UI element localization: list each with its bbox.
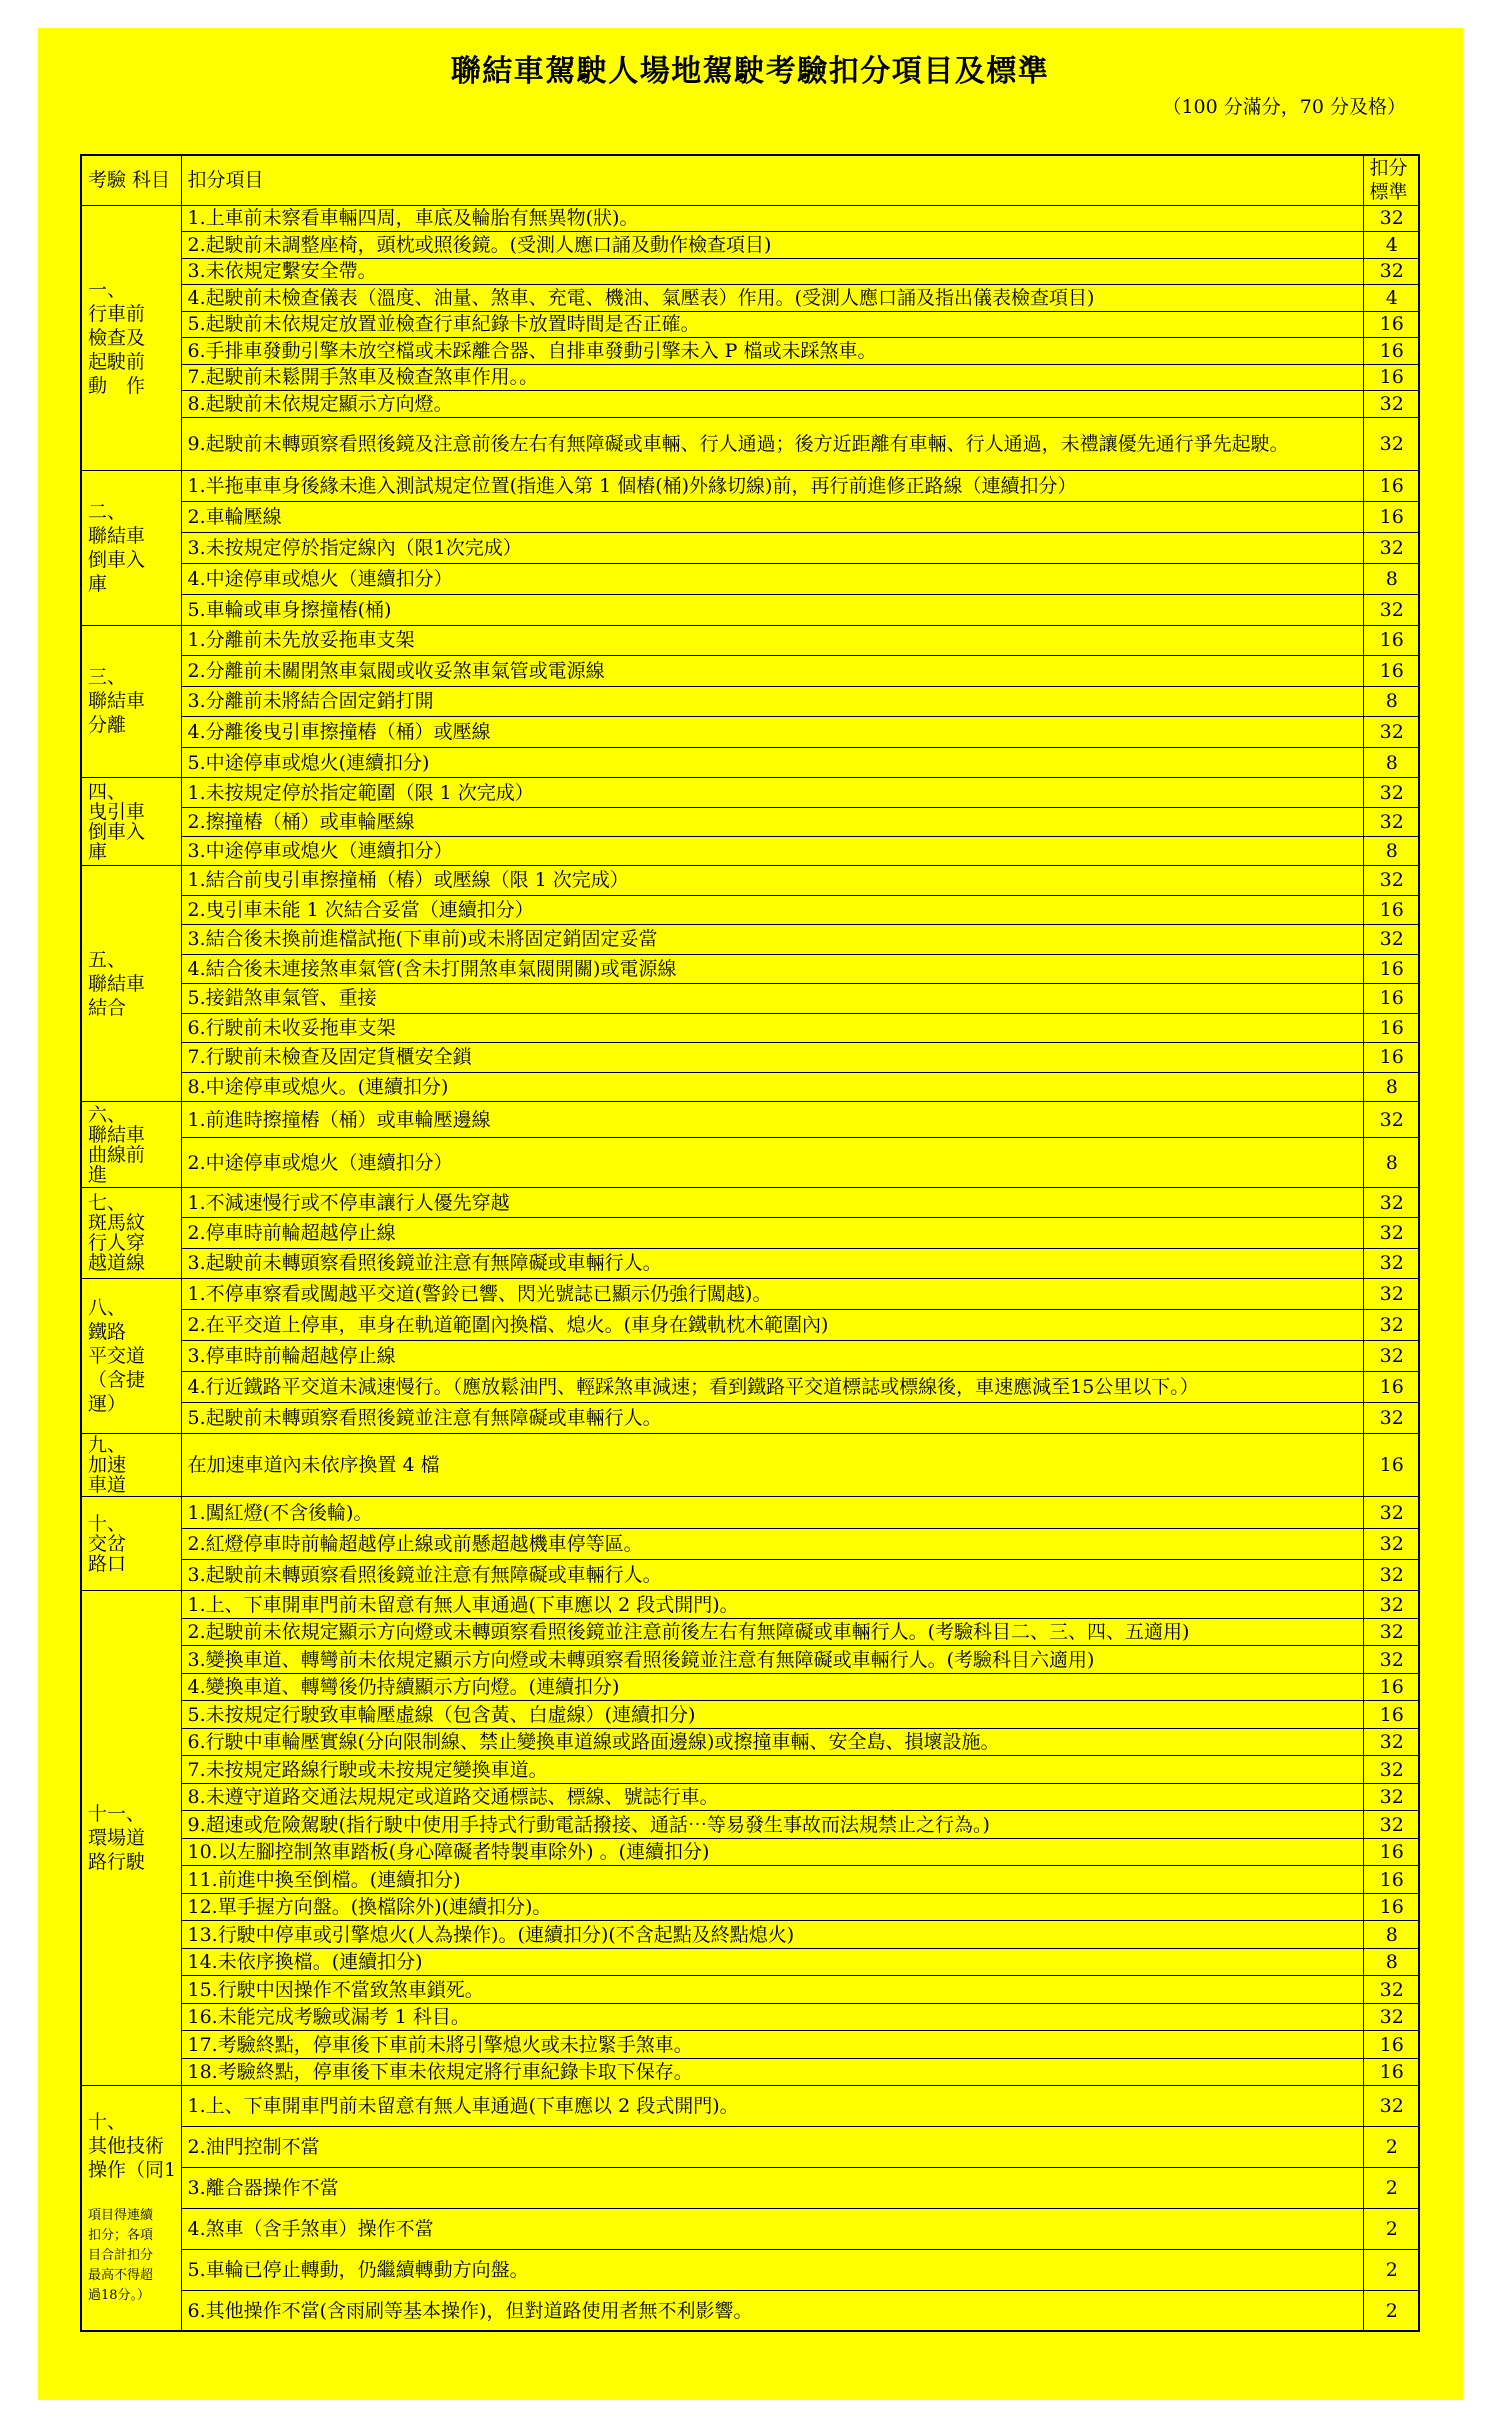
points-value: 32 — [1363, 532, 1419, 563]
table-row — [81, 2290, 1419, 2331]
table-row — [81, 1528, 1419, 1559]
table-row — [81, 501, 1419, 532]
item-text: 5.接錯煞車氣管、重接 — [181, 984, 1363, 1014]
points-value: 32 — [1363, 717, 1419, 748]
points-value: 8 — [1363, 563, 1419, 594]
item-text: 1.上、下車開車門前未留意有無人車通過(下車應以 2 段式開門)。 — [181, 1591, 1363, 1619]
points-value: 2 — [1363, 2249, 1419, 2290]
table-row — [81, 532, 1419, 563]
table-row — [81, 1188, 1419, 1218]
table-row — [81, 2031, 1419, 2059]
section-label: 二、 聯結車 倒車入 庫 — [81, 470, 181, 625]
points-value: 16 — [1363, 364, 1419, 391]
table-row — [81, 836, 1419, 865]
table-row — [81, 1893, 1419, 1921]
item-text: 3.變換車道、轉彎前未依規定顯示方向燈或未轉頭察看照後鏡並注意有無障礙或車輛行人。(考驗科目六適用) — [181, 1646, 1363, 1674]
points-value: 16 — [1363, 338, 1419, 365]
item-text: 3.起駛前未轉頭察看照後鏡並注意有無障礙或車輛行人。 — [181, 1248, 1363, 1278]
item-text: 18.考驗終點，停車後下車未依規定將行車紀錄卡取下保存。 — [181, 2058, 1363, 2086]
table-row — [81, 1433, 1419, 1497]
points-value: 32 — [1363, 1309, 1419, 1340]
table-row — [81, 1340, 1419, 1371]
item-text: 5.中途停車或熄火(連續扣分) — [181, 747, 1363, 778]
item-text: 9.起駛前未轉頭察看照後鏡及注意前後左右有無障礙或車輛、行人通過；後方近距離有車輛、行人通過，未禮讓優先通行爭先起駛。 — [181, 417, 1363, 470]
item-text: 11.前進中換至倒檔。(連續扣分) — [181, 1866, 1363, 1894]
table-row — [81, 2249, 1419, 2290]
item-text: 3.未依規定繫安全帶。 — [181, 258, 1363, 285]
table-row — [81, 778, 1419, 807]
item-text: 6.行駛中車輪壓實線(分向限制線、禁止變換車道線或路面邊線)或擦撞車輛、安全島、損壞設施。 — [181, 1728, 1363, 1756]
item-text: 6.其他操作不當(含雨刷等基本操作)，但對道路使用者無不利影響。 — [181, 2290, 1363, 2331]
points-value: 32 — [1363, 866, 1419, 896]
points-value: 8 — [1363, 686, 1419, 717]
points-value: 32 — [1363, 1528, 1419, 1559]
points-value: 32 — [1363, 1618, 1419, 1646]
header-row — [81, 155, 1419, 205]
points-value: 32 — [1363, 925, 1419, 955]
page-title: 聯結車駕駛人場地駕駛考驗扣分項目及標準 — [450, 54, 1050, 89]
points-value: 32 — [1363, 1756, 1419, 1784]
points-value: 16 — [1363, 625, 1419, 656]
item-text: 7.未按規定路線行駛或未按規定變換車道。 — [181, 1756, 1363, 1784]
table-row — [81, 1646, 1419, 1674]
item-text: 2.中途停車或熄火（連續扣分） — [181, 1138, 1363, 1188]
table-row — [81, 1866, 1419, 1894]
item-text: 3.中途停車或熄火（連續扣分） — [181, 836, 1363, 865]
table-row — [81, 2209, 1419, 2250]
points-value: 32 — [1363, 258, 1419, 285]
points-value: 16 — [1363, 1838, 1419, 1866]
table-row — [81, 954, 1419, 984]
item-text: 4.變換車道、轉彎後仍持續顯示方向燈。(連續扣分) — [181, 1673, 1363, 1701]
item-text: 3.分離前未將結合固定銷打開 — [181, 686, 1363, 717]
table-row — [81, 1072, 1419, 1102]
points-value: 16 — [1363, 1673, 1419, 1701]
points-value: 8 — [1363, 1948, 1419, 1976]
item-text: 5.起駛前未轉頭察看照後鏡並注意有無障礙或車輛行人。 — [181, 1402, 1363, 1433]
item-text: 在加速車道內未依序換置 4 檔 — [181, 1433, 1363, 1497]
page-subtitle: （100 分滿分，70 分及格） — [1162, 96, 1406, 118]
item-text: 7.行駛前未檢查及固定貨櫃安全鎖 — [181, 1043, 1363, 1073]
item-text: 5.未按規定行駛致車輪壓虛線（包含黃、白虛線）(連續扣分) — [181, 1701, 1363, 1729]
points-value: 2 — [1363, 2209, 1419, 2250]
points-value: 32 — [1363, 594, 1419, 625]
table-row — [81, 747, 1419, 778]
table-row — [81, 1673, 1419, 1701]
item-text: 1.上、下車開車門前未留意有無人車通過(下車應以 2 段式開門)。 — [181, 2086, 1363, 2127]
item-text: 1.結合前曳引車擦撞桶（樁）或壓線（限 1 次完成） — [181, 866, 1363, 896]
item-text: 4.煞車（含手煞車）操作不當 — [181, 2209, 1363, 2250]
table-row — [81, 1248, 1419, 1278]
points-value: 32 — [1363, 1646, 1419, 1674]
points-value: 16 — [1363, 1866, 1419, 1894]
points-value: 32 — [1363, 1976, 1419, 2004]
table-row — [81, 1043, 1419, 1073]
table-row — [81, 338, 1419, 365]
table-row — [81, 470, 1419, 501]
points-value: 32 — [1363, 1102, 1419, 1138]
table-row — [81, 1102, 1419, 1138]
table-row — [81, 866, 1419, 896]
table-row — [81, 311, 1419, 338]
item-text: 5.車輪已停止轉動，仍繼續轉動方向盤。 — [181, 2249, 1363, 2290]
item-text: 1.前進時擦撞樁（桶）或車輪壓邊線 — [181, 1102, 1363, 1138]
table-row — [81, 1728, 1419, 1756]
table-row — [81, 984, 1419, 1014]
item-text: 13.行駛中停車或引擎熄火(人為操作)。(連續扣分)(不含起點及終點熄火) — [181, 1921, 1363, 1949]
table-row — [81, 417, 1419, 470]
item-text: 3.離合器操作不當 — [181, 2168, 1363, 2209]
section-label: 十一、 環場道 路行駛 — [81, 1591, 181, 2086]
item-text: 16.未能完成考驗或漏考 1 科目。 — [181, 2003, 1363, 2031]
item-text: 2.起駛前未調整座椅，頭枕或照後鏡。(受測人應口誦及動作檢查項目) — [181, 232, 1363, 259]
item-text: 2.油門控制不當 — [181, 2127, 1363, 2168]
table-row — [81, 1921, 1419, 1949]
table-row — [81, 1811, 1419, 1839]
item-text: 1.不減速慢行或不停車讓行人優先穿越 — [181, 1188, 1363, 1218]
item-text: 2.紅燈停車時前輪超越停止線或前懸超越機車停等區。 — [181, 1528, 1363, 1559]
table-row — [81, 2086, 1419, 2127]
points-value: 32 — [1363, 1402, 1419, 1433]
table-row — [81, 1976, 1419, 2004]
points-value: 32 — [1363, 1728, 1419, 1756]
points-value: 16 — [1363, 895, 1419, 925]
points-value: 32 — [1363, 1560, 1419, 1591]
scoring-table — [80, 154, 1420, 2332]
item-text: 1.半拖車車身後緣未進入測試規定位置(指進入第 1 個樁(桶)外緣切線)前，再行前進修正路線（連續扣分） — [181, 470, 1363, 501]
points-value: 16 — [1363, 1013, 1419, 1043]
table-row — [81, 1701, 1419, 1729]
table-row — [81, 563, 1419, 594]
table-row — [81, 1560, 1419, 1591]
table-row — [81, 2003, 1419, 2031]
table-row — [81, 232, 1419, 259]
points-value: 16 — [1363, 1433, 1419, 1497]
section-label: 四、 曳引車 倒車入 庫 — [81, 778, 181, 866]
item-text: 4.分離後曳引車擦撞樁（桶）或壓線 — [181, 717, 1363, 748]
table-row — [81, 1371, 1419, 1402]
points-value: 16 — [1363, 1371, 1419, 1402]
item-text: 17.考驗終點，停車後下車前未將引擎熄火或未拉緊手煞車。 — [181, 2031, 1363, 2059]
points-value: 2 — [1363, 2290, 1419, 2331]
points-value: 8 — [1363, 1072, 1419, 1102]
table-row — [81, 1013, 1419, 1043]
item-text: 1.不停車察看或闖越平交道(警鈴已響、閃光號誌已顯示仍強行闖越)。 — [181, 1278, 1363, 1309]
table-row — [81, 1402, 1419, 1433]
item-text: 3.結合後未換前進檔試拖(下車前)或未將固定銷固定妥當 — [181, 925, 1363, 955]
item-text: 3.未按規定停於指定線內（限1次完成） — [181, 532, 1363, 563]
item-text: 8.中途停車或熄火。(連續扣分) — [181, 1072, 1363, 1102]
points-value: 16 — [1363, 311, 1419, 338]
table-row — [81, 2058, 1419, 2086]
section-label: 六、 聯結車 曲線前 進 — [81, 1102, 181, 1188]
points-value: 16 — [1363, 954, 1419, 984]
item-text: 2.起駛前未依規定顯示方向燈或未轉頭察看照後鏡並注意前後左右有無障礙或車輛行人。(考驗科目二、三、四、五適用) — [181, 1618, 1363, 1646]
points-value: 32 — [1363, 1248, 1419, 1278]
item-text: 8.起駛前未依規定顯示方向燈。 — [181, 391, 1363, 418]
item-text: 5.起駛前未依規定放置並檢查行車紀錄卡放置時間是否正確。 — [181, 311, 1363, 338]
header-items: 扣分項目 — [181, 155, 1363, 205]
item-text: 6.手排車發動引擎未放空檔或未踩離合器、自排車發動引擎未入 P 檔或未踩煞車。 — [181, 338, 1363, 365]
table-row — [81, 2127, 1419, 2168]
points-value: 8 — [1363, 1921, 1419, 1949]
points-value: 16 — [1363, 984, 1419, 1014]
points-value: 16 — [1363, 656, 1419, 687]
item-text: 2.擦撞樁（桶）或車輪壓線 — [181, 807, 1363, 836]
section-label: 一、 行車前 檢查及 起駛前 動 作 — [81, 205, 181, 470]
table-row — [81, 1138, 1419, 1188]
item-text: 2.分離前未關閉煞車氣閥或收妥煞車氣管或電源線 — [181, 656, 1363, 687]
table-row — [81, 1309, 1419, 1340]
section-label: 五、 聯結車 結合 — [81, 866, 181, 1102]
section-label: 十、 交岔 路口 — [81, 1497, 181, 1591]
table-row — [81, 1756, 1419, 1784]
table-row — [81, 594, 1419, 625]
points-value: 32 — [1363, 1218, 1419, 1248]
table-row — [81, 1278, 1419, 1309]
points-value: 16 — [1363, 501, 1419, 532]
points-value: 32 — [1363, 1591, 1419, 1619]
table-row — [81, 1948, 1419, 1976]
section-label: 三、 聯結車 分離 — [81, 625, 181, 778]
table-row — [81, 364, 1419, 391]
table-row — [81, 925, 1419, 955]
points-value: 16 — [1363, 1043, 1419, 1073]
item-text: 4.行近鐵路平交道未減速慢行。（應放鬆油門、輕踩煞車減速；看到鐵路平交道標誌或標線後，車速應減至15公里以下。） — [181, 1371, 1363, 1402]
item-text: 2.車輪壓線 — [181, 501, 1363, 532]
item-text: 5.車輪或車身擦撞樁(桶) — [181, 594, 1363, 625]
section-label — [81, 2086, 181, 2332]
item-text: 9.超速或危險駕駛(指行駛中使用手持式行動電話撥接、通話⋯等易發生事故而法規禁止之行為。) — [181, 1811, 1363, 1839]
points-value: 8 — [1363, 1138, 1419, 1188]
points-value: 32 — [1363, 417, 1419, 470]
points-value: 4 — [1363, 232, 1419, 259]
table-row — [81, 1591, 1419, 1619]
points-value: 16 — [1363, 1893, 1419, 1921]
item-text: 3.停車時前輪超越停止線 — [181, 1340, 1363, 1371]
header-points: 扣分 標準 — [1363, 155, 1419, 205]
points-value: 32 — [1363, 205, 1419, 232]
points-value: 32 — [1363, 1783, 1419, 1811]
points-value: 32 — [1363, 807, 1419, 836]
header-subject: 考驗 科目 — [81, 155, 181, 205]
item-text: 1.未按規定停於指定範圍（限 1 次完成） — [181, 778, 1363, 807]
item-text: 1.闖紅燈(不含後輪)。 — [181, 1497, 1363, 1528]
table-row — [81, 1218, 1419, 1248]
table-row — [81, 205, 1419, 232]
points-value: 16 — [1363, 470, 1419, 501]
points-value: 16 — [1363, 1701, 1419, 1729]
points-value: 4 — [1363, 285, 1419, 312]
table-row — [81, 1783, 1419, 1811]
item-text: 4.結合後未連接煞車氣管(含未打開煞車氣閥開關)或電源線 — [181, 954, 1363, 984]
table-row — [81, 2168, 1419, 2209]
points-value: 16 — [1363, 2058, 1419, 2086]
points-value: 16 — [1363, 2031, 1419, 2059]
points-value: 32 — [1363, 2003, 1419, 2031]
item-text: 2.在平交道上停車，車身在軌道範圍內換檔、熄火。(車身在鐵軌枕木範圍內) — [181, 1309, 1363, 1340]
section-note: 項目得連續 扣分；各項 目合計扣分 最高不得超 過18分。） — [88, 2208, 154, 2304]
item-text: 15.行駛中因操作不當致煞車鎖死。 — [181, 1976, 1363, 2004]
table-row — [81, 895, 1419, 925]
item-text: 7.起駛前未鬆開手煞車及檢查煞車作用。。 — [181, 364, 1363, 391]
table-row — [81, 391, 1419, 418]
table-row — [81, 1618, 1419, 1646]
section-label: 九、 加速 車道 — [81, 1433, 181, 1497]
points-value: 32 — [1363, 1811, 1419, 1839]
table-row — [81, 656, 1419, 687]
table-row — [81, 717, 1419, 748]
table-row — [81, 258, 1419, 285]
section-label: 八、 鐵路 平交道 （含捷 運） — [81, 1278, 181, 1433]
item-text: 2.曳引車未能 1 次結合妥當（連續扣分） — [181, 895, 1363, 925]
section-label: 七、 斑馬紋 行人穿 越道線 — [81, 1188, 181, 1279]
item-text: 4.起駛前未檢查儀表（溫度、油量、煞車、充電、機油、氣壓表）作用。(受測人應口誦及指出儀表檢查項目) — [181, 285, 1363, 312]
item-text: 2.停車時前輪超越停止線 — [181, 1218, 1363, 1248]
item-text: 8.未遵守道路交通法規規定或道路交通標誌、標線、號誌行車。 — [181, 1783, 1363, 1811]
points-value: 2 — [1363, 2127, 1419, 2168]
item-text: 12.單手握方向盤。(換檔除外)(連續扣分)。 — [181, 1893, 1363, 1921]
item-text: 6.行駛前未收妥拖車支架 — [181, 1013, 1363, 1043]
section-label-title: 十、 其他技術 操作（同1 — [88, 2111, 177, 2182]
points-value: 32 — [1363, 778, 1419, 807]
points-value: 32 — [1363, 1340, 1419, 1371]
points-value: 8 — [1363, 747, 1419, 778]
table-row — [81, 1838, 1419, 1866]
item-text: 10.以左腳控制煞車踏板(身心障礙者特製車除外) 。(連續扣分) — [181, 1838, 1363, 1866]
item-text: 4.中途停車或熄火（連續扣分） — [181, 563, 1363, 594]
points-value: 32 — [1363, 1497, 1419, 1528]
points-value: 32 — [1363, 2086, 1419, 2127]
table-row — [81, 1497, 1419, 1528]
table-row — [81, 807, 1419, 836]
item-text: 1.分離前未先放妥拖車支架 — [181, 625, 1363, 656]
table-row — [81, 686, 1419, 717]
points-value: 8 — [1363, 836, 1419, 865]
table-row — [81, 285, 1419, 312]
points-value: 2 — [1363, 2168, 1419, 2209]
item-text: 14.未依序換檔。(連續扣分) — [181, 1948, 1363, 1976]
item-text: 1.上車前未察看車輛四周，車底及輪胎有無異物(狀)。 — [181, 205, 1363, 232]
points-value: 32 — [1363, 1278, 1419, 1309]
points-value: 32 — [1363, 1188, 1419, 1218]
points-value: 32 — [1363, 391, 1419, 418]
table-row — [81, 625, 1419, 656]
item-text: 3.起駛前未轉頭察看照後鏡並注意有無障礙或車輛行人。 — [181, 1560, 1363, 1591]
